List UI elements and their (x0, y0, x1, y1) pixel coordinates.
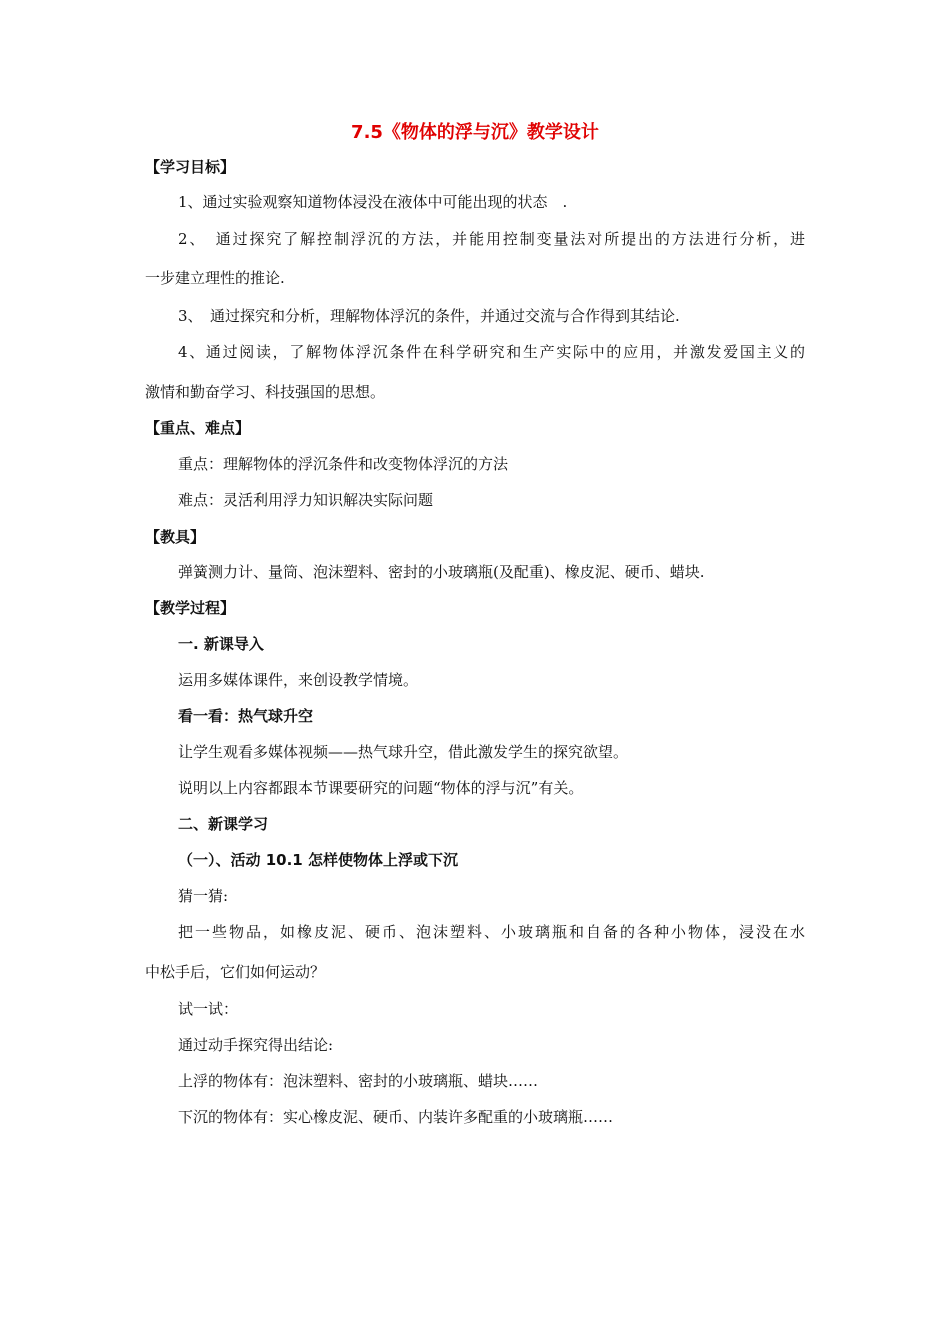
objective-1: 1、通过实验观察知道物体浸没在液体中可能出现的状态 . (178, 193, 568, 211)
float-objects: 上浮的物体有：泡沫塑料、密封的小玻璃瓶、蜡块…… (178, 1072, 539, 1090)
look-heading: 看一看：热气球升空 (178, 707, 314, 725)
guess-text-line1: 把一些物品，如橡皮泥、硬币、泡沫塑料、小玻璃瓶和自备的各种小物体，浸没在水 (178, 923, 805, 941)
objective-4-line1: 4、通过阅读，了解物体浮沉条件在科学研究和生产实际中的应用，并激发爱国主义的 (178, 343, 805, 361)
objective-4-line2: 激情和勤奋学习、科技强国的思想。 (145, 383, 386, 401)
key-point: 重点：理解物体的浮沉条件和改变物体浮沉的方法 (178, 455, 509, 473)
objective-2-line1: 2、 通过探究了解控制浮沉的方法，并能用控制变量法对所提出的方法进行分析，进 (178, 230, 805, 248)
difficult-point: 难点：灵活利用浮力知识解决实际问题 (178, 491, 434, 509)
objective-2-line2: 一步建立理性的推论. (145, 269, 285, 287)
process-heading: 【教学过程】 (145, 599, 236, 617)
guess-text-line2: 中松手后，它们如何运动？ (145, 963, 326, 981)
objective-3: 3、 通过探究和分析，理解物体浮沉的条件，并通过交流与合作得到其结论. (178, 307, 680, 325)
tools-heading: 【教具】 (145, 528, 206, 546)
guess-label: 猜一猜: (178, 887, 229, 905)
tools-list: 弹簧测力计、量筒、泡沫塑料、密封的小玻璃瓶(及配重)、橡皮泥、硬币、蜡块. (178, 563, 705, 581)
document-title: 7.5《物体的浮与沉》教学设计 (351, 122, 599, 143)
key-difficult-heading: 【重点、难点】 (145, 419, 251, 437)
part2-heading: 二、新课学习 (178, 815, 269, 833)
objectives-heading: 【学习目标】 (145, 158, 236, 176)
activity-heading: （一）、活动 10.1 怎样使物体上浮或下沉 (178, 851, 458, 869)
conclusion-intro: 通过动手探究得出结论: (178, 1036, 334, 1054)
sink-objects: 下沉的物体有：实心橡皮泥、硬币、内装许多配重的小玻璃瓶…… (178, 1108, 614, 1126)
look-text: 让学生观看多媒体视频——热气球升空，借此激发学生的探究欲望。 (178, 743, 629, 761)
try-label: 试一试： (178, 1000, 239, 1018)
part1-text: 运用多媒体课件，来创设教学情境。 (178, 671, 419, 689)
part1-heading: 一. 新课导入 (178, 635, 264, 653)
explain-text: 说明以上内容都跟本节课要研究的问题“物体的浮与沉”有关。 (178, 779, 584, 797)
